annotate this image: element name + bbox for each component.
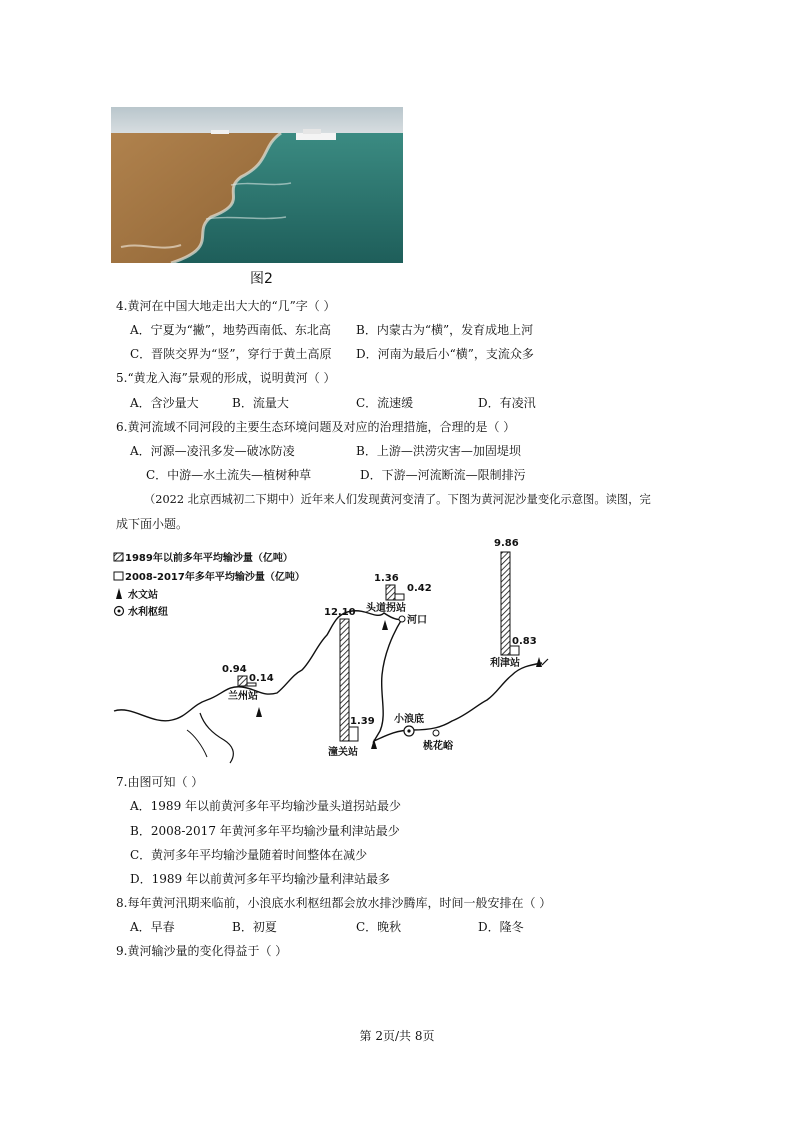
lijin-station-label: 利津站 [490, 658, 520, 669]
lijin-before-bar [501, 552, 510, 655]
q5-option-b[interactable]: B．流量大 [232, 396, 289, 410]
intro-line-1: （2022 北京西城初二下期中）近年来人们发现黄河变清了。下图为黄河泥沙量变化示意图。读图，完 [144, 493, 651, 506]
lanzhou-after-value: 0.14 [249, 673, 274, 684]
question-text: 黄河流域不同河段的主要生态环境问题及对应的治理措施，合理的是（ ） [127, 420, 516, 434]
question-5-stem [116, 369, 336, 386]
question-text: 黄河在中国大地走出大大的“几”字（ ） [127, 299, 336, 313]
page-footer: 第 2页/共 8页 [359, 1029, 435, 1043]
question-number: 9. [116, 944, 128, 958]
sediment-map [112, 535, 562, 770]
hydro-station-icon [382, 620, 388, 630]
question-text: 由图可知（ ） [127, 775, 204, 789]
river-tributary [187, 730, 207, 757]
q7-option-c[interactable]: C．黄河多年平均输沙量随着时间整体在减少 [130, 848, 368, 862]
q5-option-a[interactable]: A．含沙量大 [130, 396, 199, 410]
question-text: “黄龙入海”景观的形成，说明黄河（ ） [127, 371, 336, 385]
tongguan-before-bar [340, 619, 349, 741]
question-8-stem [116, 894, 551, 911]
question-number: 6. [116, 420, 128, 434]
photo-illustration [111, 107, 403, 263]
question-number: 8. [116, 896, 128, 910]
lijin-after-bar [510, 646, 519, 655]
q5-option-c[interactable]: C．流速缓 [356, 396, 414, 410]
legend-hatched-swatch [114, 553, 123, 561]
taohuayu-label: 桃花峪 [423, 741, 453, 752]
river-tributary [200, 713, 233, 763]
toudaoguai-after-bar [395, 594, 404, 600]
q7-option-a[interactable]: A．1989 年以前黄河多年平均输沙量头道拐站最少 [130, 799, 402, 813]
hydro-station-icon [536, 657, 542, 667]
xiaolangdi-label: 小浪底 [394, 714, 424, 725]
river-mouth [542, 659, 548, 665]
lijin-after-value: 0.83 [512, 636, 537, 647]
toudaoguai-before-value: 1.36 [374, 573, 399, 584]
q7-option-d[interactable]: D．1989 年以前黄河多年平均输沙量利津站最多 [130, 872, 390, 886]
lanzhou-before-bar [238, 676, 247, 686]
question-7-stem [116, 773, 203, 790]
legend-hydro-label: 水文站 [128, 590, 158, 601]
hekou-label: 河口 [407, 615, 427, 626]
q6-option-d[interactable]: D．下游—河流断流—限制排污 [360, 468, 526, 482]
q8-option-b[interactable]: B．初夏 [232, 920, 277, 934]
q7-option-b[interactable]: B．2008-2017 年黄河多年平均输沙量利津站最少 [130, 824, 400, 838]
q8-option-d[interactable]: D．隆冬 [478, 920, 524, 934]
tongguan-before-value: 12.10 [324, 607, 356, 618]
taohuayu-marker [433, 730, 439, 736]
q6-option-a[interactable]: A．河源—凌汛多发—破冰防凌 [130, 444, 295, 458]
lijin-before-value: 9.86 [494, 538, 519, 549]
question-6-stem [116, 418, 515, 435]
legend-hatched-label: 1989年以前多年平均输沙量（亿吨） [125, 553, 293, 564]
legend-hub-label: 水利枢纽 [128, 607, 168, 618]
q8-option-c[interactable]: C．晚秋 [356, 920, 402, 934]
lanzhou-before-value: 0.94 [222, 664, 247, 675]
hydro-station-icon [116, 588, 122, 599]
question-number: 7. [116, 775, 128, 789]
q5-option-d[interactable]: D．有凌汛 [478, 396, 536, 410]
q4-option-a[interactable]: A．宁夏为“撇”，地势西南低、东北高 [130, 323, 331, 337]
question-text: 每年黄河汛期来临前，小浪底水利枢纽都会放水排沙腾库，时间一般安排在（ ） [127, 896, 552, 910]
toudaoguai-before-bar [386, 585, 395, 600]
lanzhou-station-label: 兰州站 [228, 691, 258, 702]
legend-empty-swatch [114, 572, 123, 580]
tongguan-station-label: 潼关站 [328, 747, 358, 758]
toudaoguai-after-value: 0.42 [407, 583, 432, 594]
q4-option-b[interactable]: B．内蒙古为“横”，发育成地上河 [356, 323, 534, 337]
hydro-station-icon [256, 707, 262, 717]
question-text: 黄河输沙量的变化得益于（ ） [127, 944, 288, 958]
q8-option-a[interactable]: A．早春 [130, 920, 175, 934]
q4-option-c[interactable]: C．晋陕交界为“竖”，穿行于黄土高原 [130, 347, 332, 361]
question-9-stem [116, 942, 287, 959]
question-4-stem [116, 297, 336, 314]
q4-option-d[interactable]: D．河南为最后小“横”，支流众多 [356, 347, 534, 361]
yellow-river-estuary-photo [111, 107, 403, 263]
map-legend [114, 551, 305, 618]
tongguan-after-bar [349, 727, 358, 741]
tongguan-after-value: 1.39 [350, 716, 375, 727]
toudaoguai-station-label: 头道拐站 [366, 603, 406, 614]
q6-option-c[interactable]: C．中游—水土流失—植树种草 [146, 468, 312, 482]
figure-caption: 图2 [250, 271, 273, 287]
question-number: 5. [116, 371, 128, 385]
intro-line-2: 成下面小题。 [116, 517, 189, 531]
question-number: 4. [116, 299, 128, 313]
q6-option-b[interactable]: B．上游—洪涝灾害—加固堤坝 [356, 444, 521, 458]
legend-empty-label: 2008-2017年多年平均输沙量（亿吨） [125, 572, 305, 583]
yellow-river-course [114, 611, 542, 741]
